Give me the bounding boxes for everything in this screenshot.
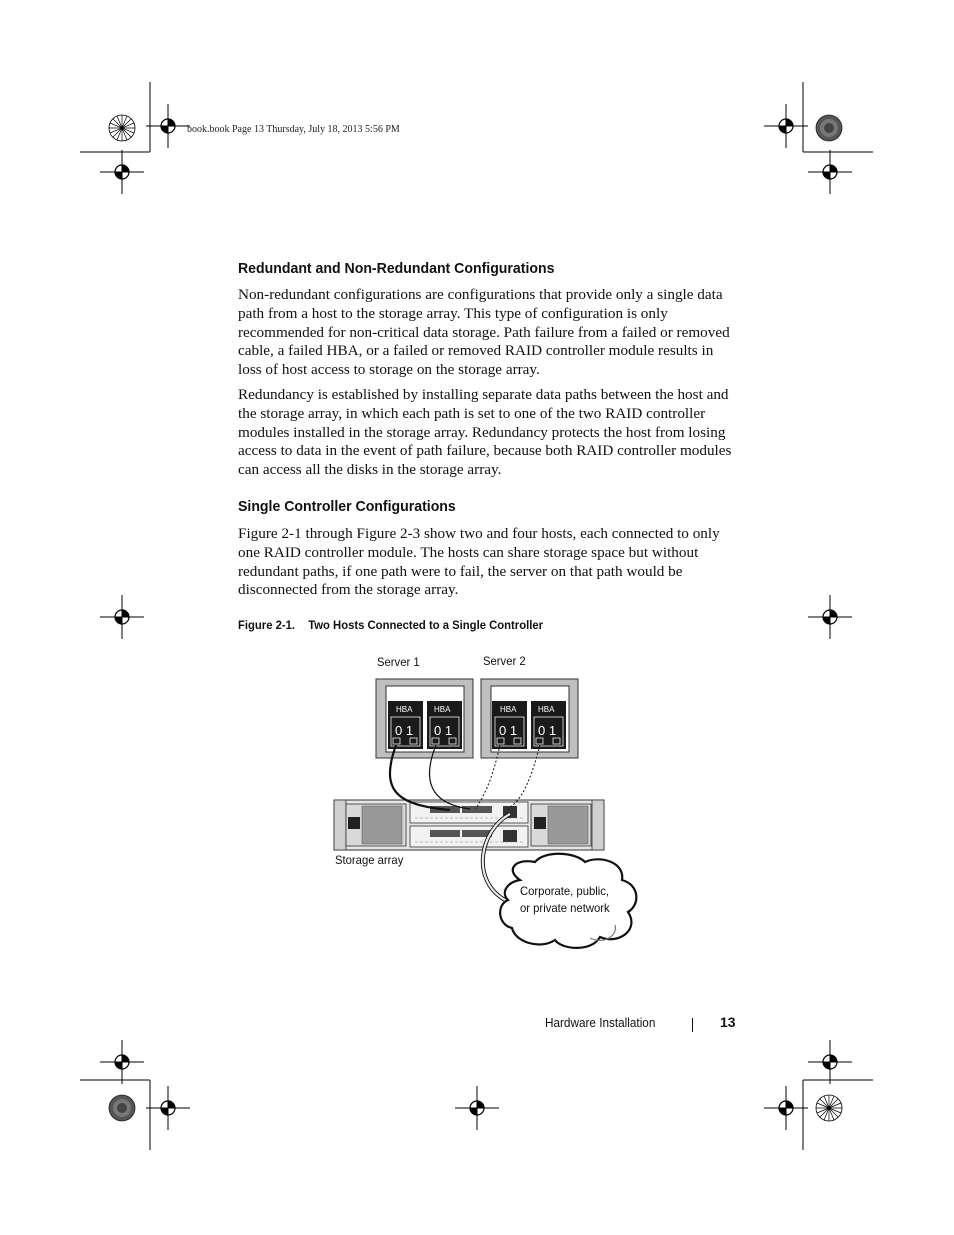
paragraph-redundancy: Redundancy is established by installing separate data paths between the host and the storage array, in which each path is set to one of the two RAID controller modules installed in the storage array. Redundancy protects the host from losing access to data in the event of path failure, because both RAID controller modules can access all the disks in the storage array. bbox=[238, 386, 732, 479]
hba-label: HBA bbox=[396, 705, 413, 714]
footer-section-title: Hardware Installation bbox=[545, 1016, 656, 1030]
paragraph-single-controller: Figure 2-1 through Figure 2-3 show two and four hosts, each connected to only one RAID controller module. The hosts can share storage space but without redundant paths, if one path were to fail, the server on that path would be disconnected from the storage array. bbox=[238, 525, 720, 599]
figure-title: Two Hosts Connected to a Single Controller bbox=[308, 618, 544, 632]
figure-number: Figure 2-1. bbox=[238, 618, 296, 632]
server-2 bbox=[481, 679, 578, 758]
network-label-line2: or private network bbox=[520, 901, 610, 915]
port-label: 0 1 bbox=[499, 723, 518, 738]
page-number: 13 bbox=[720, 1014, 736, 1030]
server-2-label: Server 2 bbox=[483, 654, 526, 668]
storage-array-label: Storage array bbox=[335, 853, 404, 867]
hba-label: HBA bbox=[538, 705, 555, 714]
section-heading-single-controller: Single Controller Configurations bbox=[238, 498, 456, 515]
storage-array bbox=[334, 800, 604, 850]
section-heading-redundant: Redundant and Non-Redundant Configurations bbox=[238, 260, 555, 277]
port-label: 0 1 bbox=[434, 723, 453, 738]
server-1 bbox=[376, 679, 473, 758]
hba-label: HBA bbox=[434, 705, 451, 714]
network-label-line1: Corporate, public, bbox=[520, 884, 610, 898]
hba-label: HBA bbox=[500, 705, 517, 714]
paragraph-non-redundant: Non-redundant configurations are configurations that provide only a single data path from a host to the storage array. This type of configuration is only recommended for non-critical data storage. Path failure from a failed or removed cable, a failed HBA, or a failed or removed RAID controller module results in loss of host access to storage on the storage array. bbox=[238, 286, 730, 379]
server-1-label: Server 1 bbox=[377, 655, 420, 669]
port-label: 0 1 bbox=[538, 723, 557, 738]
print-stamp: book.book Page 13 Thursday, July 18, 2013 5:56 PM bbox=[187, 124, 400, 135]
footer-divider bbox=[692, 1018, 693, 1032]
port-label: 0 1 bbox=[395, 723, 414, 738]
